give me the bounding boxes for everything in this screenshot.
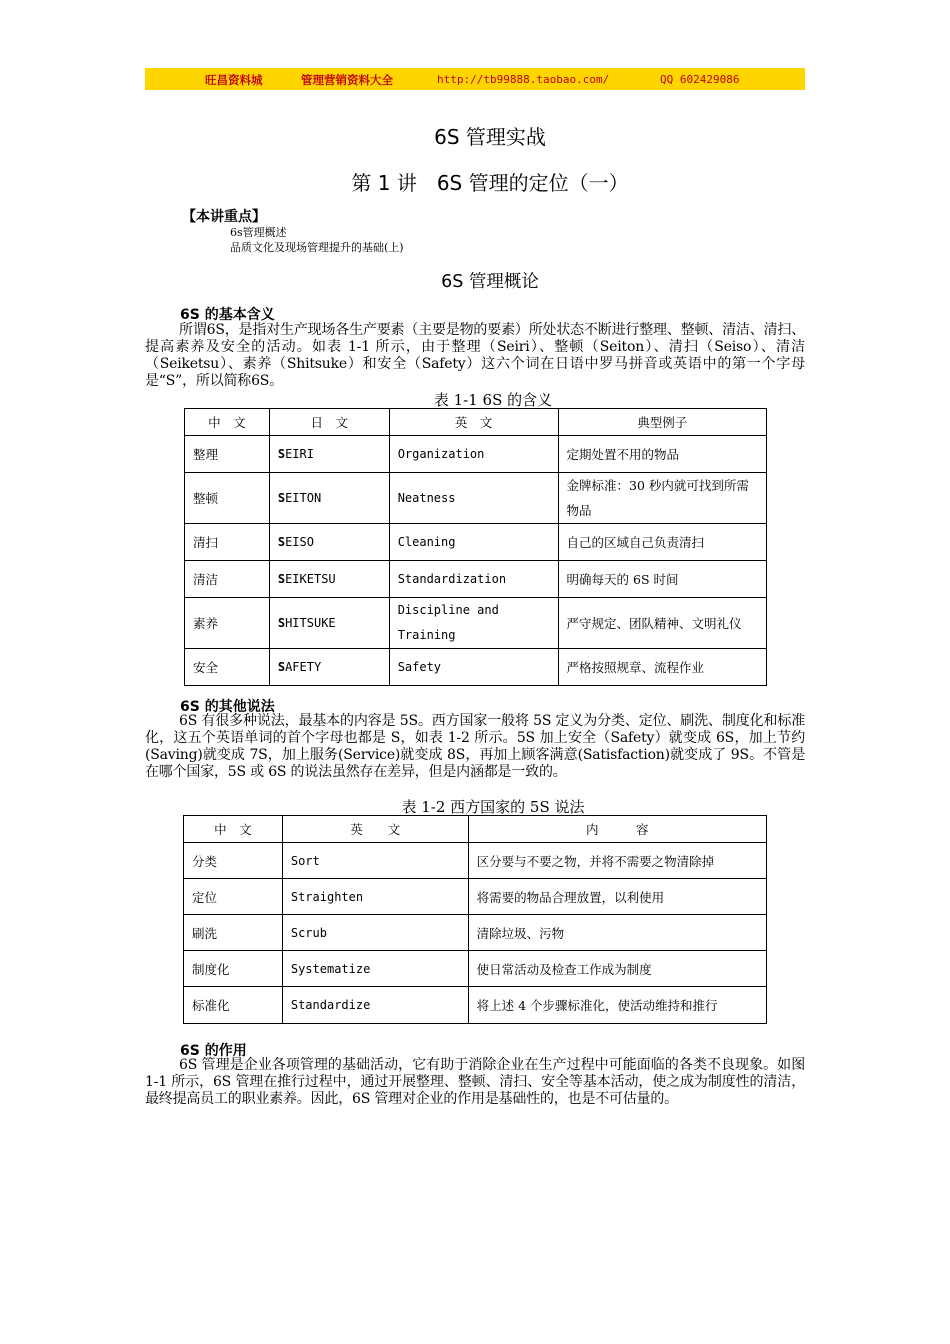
cell-content: 使日常活动及检查工作成为制度	[468, 951, 766, 987]
cell-english: Straighten	[282, 879, 468, 915]
cell-japanese: SEITON	[269, 473, 389, 524]
cell-content: 将需要的物品合理放置，以利使用	[468, 879, 766, 915]
section-title: 6S 管理概论	[441, 272, 539, 292]
cell-japanese: SAFETY	[269, 649, 389, 686]
table-row	[185, 649, 767, 686]
banner-shop: 旺昌资料城	[205, 73, 263, 87]
table-6s-meaning	[184, 408, 767, 686]
table-row	[184, 951, 767, 987]
cell-english: Sort	[282, 843, 468, 879]
cell-chinese: 清洁	[185, 561, 270, 598]
cell-japanese: SEISO	[269, 524, 389, 561]
cell-chinese: 刷洗	[184, 915, 283, 951]
table2-caption: 表 1-2 西方国家的 5S 说法	[401, 798, 585, 816]
cell-chinese: 标准化	[184, 987, 283, 1024]
table-header-cell: 中 文	[184, 816, 283, 843]
table-header-cell: 英 文	[282, 816, 468, 843]
cell-english: Standardize	[282, 987, 468, 1024]
table-row	[185, 561, 767, 598]
table-header-cell: 内 容	[468, 816, 766, 843]
cell-chinese: 制度化	[184, 951, 283, 987]
cell-example: 明确每天的 6S 时间	[558, 561, 766, 598]
cell-english: Standardization	[389, 561, 558, 598]
banner-collection: 管理营销资料大全	[301, 73, 393, 87]
cell-chinese: 清扫	[185, 524, 270, 561]
banner-url[interactable]: http://tb99888.taobao.com/	[437, 73, 610, 86]
cell-english: Neatness	[389, 473, 558, 524]
cell-chinese: 定位	[184, 879, 283, 915]
table-row	[185, 598, 767, 649]
table-row	[184, 987, 767, 1024]
paragraph-other-forms: 6S 有很多种说法，最基本的内容是 5S。西方国家一般将 5S 定义为分类、定位、刷洗、制度化和标准化，这五个英语单词的首个字母也都是 S，如表 1-2 所示。5S 加上安全（Safety）就变成 6S，加上节约(Saving)就变成 7S，加上服务(Service)就变成 8S，再加上顾客满意(Satisfaction)就变成了 9S。不管是在哪个国家，5S 或 6S 的说法虽然存在差异，但是内涵都是一致的。	[145, 713, 805, 780]
banner-qq: QQ 602429086	[660, 73, 740, 86]
section-heading-basic-meaning: 6S 的基本含义	[180, 307, 275, 323]
table-row	[184, 879, 767, 915]
cell-example: 自己的区域自己负责清扫	[558, 524, 766, 561]
cell-english: Organization	[389, 436, 558, 473]
cell-japanese: SEIKETSU	[269, 561, 389, 598]
key-points-label: 【本讲重点】	[182, 209, 266, 225]
cell-chinese: 安全	[185, 649, 270, 686]
paragraph-basic-meaning: 所谓6S，是指对生产现场各生产要素（主要是物的要素）所处状态不断进行整理、整顿、清洁、清扫、提高素养及安全的活动。如表 1-1 所示，由于整理（Seiri）、整顿（Seiton）、清扫（Seiso）、清洁（Seiketsu）、素养（Shitsuke）和安全（Safety）这六个词在日语中罗马拼音或英语中的第一个字母是“S”，所以简称6S。	[145, 322, 805, 389]
table-row	[185, 524, 767, 561]
cell-chinese: 整顿	[185, 473, 270, 524]
cell-japanese: SHITSUKE	[269, 598, 389, 649]
cell-english: Scrub	[282, 915, 468, 951]
cell-example: 严格按照规章、流程作业	[558, 649, 766, 686]
cell-japanese: SEIRI	[269, 436, 389, 473]
table-header-row	[184, 816, 767, 843]
table-row	[185, 473, 767, 524]
paragraph-function: 6S 管理是企业各项管理的基础活动，它有助于消除企业在生产过程中可能面临的各类不良现象。如图 1-1 所示，6S 管理在推行过程中，通过开展整理、整顿、清扫、安全等基本活动，使之成为制度性的清洁，最终提高员工的职业素养。因此，6S 管理对企业的作用是基础性的，也是不可估量的。	[145, 1057, 805, 1107]
cell-example: 严守规定、团队精神、文明礼仪	[558, 598, 766, 649]
table-header-row	[185, 409, 767, 436]
cell-chinese: 分类	[184, 843, 283, 879]
table-header-cell: 日 文	[269, 409, 389, 436]
document-title: 6S 管理实战	[434, 125, 546, 149]
header-banner	[145, 68, 805, 90]
table-header-cell: 中 文	[185, 409, 270, 436]
key-point-item: 品质文化及现场管理提升的基础(上)	[230, 241, 404, 254]
table-western-5s	[183, 815, 767, 1024]
cell-english: Cleaning	[389, 524, 558, 561]
cell-content: 清除垃圾、污物	[468, 915, 766, 951]
table-row	[185, 436, 767, 473]
table1-caption: 表 1-1 6S 的含义	[433, 391, 553, 409]
table-header-cell: 英 文	[389, 409, 558, 436]
cell-chinese: 素养	[185, 598, 270, 649]
cell-content: 将上述 4 个步骤标准化，使活动维持和推行	[468, 987, 766, 1024]
lecture-title: 第 1 讲 6S 管理的定位（一）	[351, 171, 629, 195]
cell-english: Systematize	[282, 951, 468, 987]
cell-chinese: 整理	[185, 436, 270, 473]
section-heading-function: 6S 的作用	[180, 1043, 247, 1059]
cell-example: 定期处置不用的物品	[558, 436, 766, 473]
cell-example: 金牌标准：30 秒内就可找到所需物品	[558, 473, 766, 524]
section-heading-other-forms: 6S 的其他说法	[180, 699, 275, 715]
table-header-cell: 典型例子	[558, 409, 766, 436]
cell-english: Discipline and Training	[389, 598, 558, 649]
key-point-item: 6s管理概述	[230, 226, 287, 239]
cell-english: Safety	[389, 649, 558, 686]
cell-content: 区分要与不要之物，并将不需要之物清除掉	[468, 843, 766, 879]
table-row	[184, 843, 767, 879]
table-row	[184, 915, 767, 951]
